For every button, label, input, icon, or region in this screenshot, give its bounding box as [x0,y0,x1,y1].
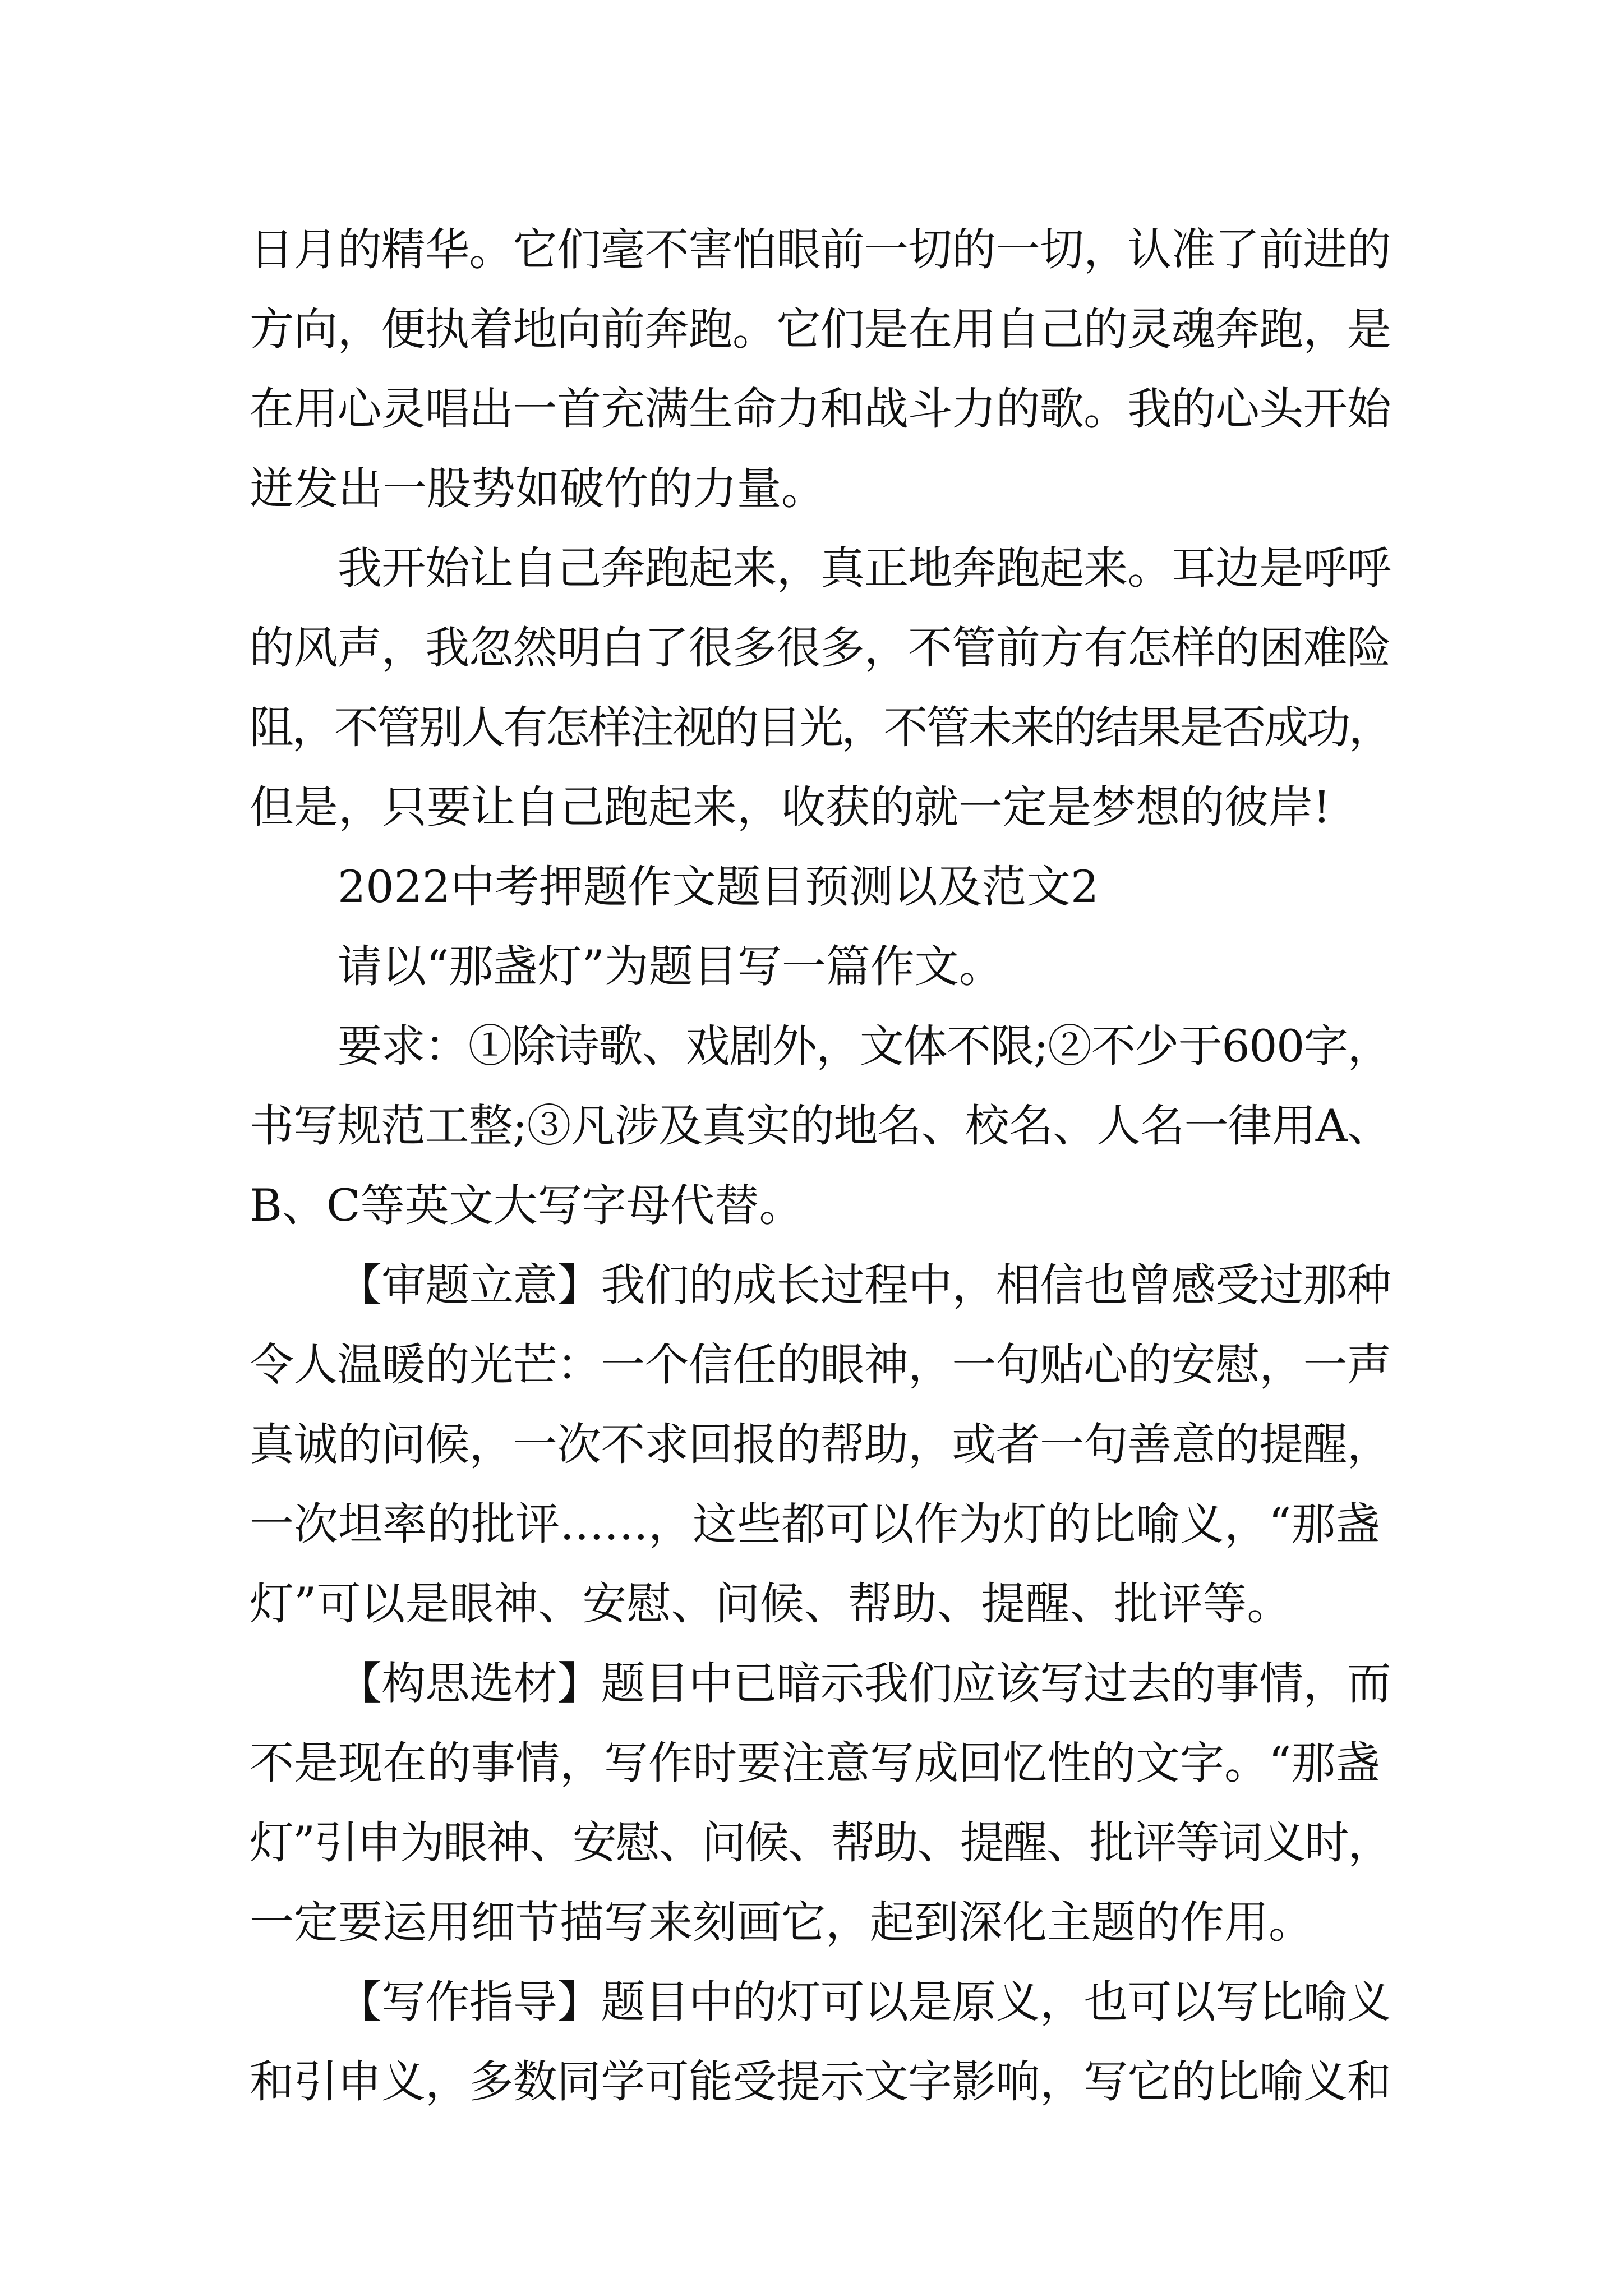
text-line: 一定要运用细节描写来刻画它，起到深化主题的作用。 [250,1897,1313,1948]
text-line: B、C等英文大写字母代替。 [250,1180,804,1231]
text-line: 一次坦率的批评……，这些都可以作为灯的比喻义，“那盏 [250,1498,1380,1550]
text-line: 书写规范工整;③凡涉及真实的地名、校名、人名一律用A、 [250,1100,1391,1152]
text-line: 【审题立意】我们的成长过程中，相信也曾感受过那种 [338,1259,1391,1311]
text-line: 的风声，我忽然明白了很多很多，不管前方有怎样的困难险 [250,622,1391,674]
text-line: 但是，只要让自己跑起来，收获的就一定是梦想的彼岸! [250,781,1331,833]
text-line: 在用心灵唱出一首充满生命力和战斗力的歌。我的心头开始 [250,383,1391,435]
text-line: 要求：①除诗歌、戏剧外，文体不限;②不少于600字， [338,1020,1391,1072]
section-heading: 2022中考押题作文题目预测以及范文2 [338,861,1099,913]
text-line: 令人温暖的光芒：一个信任的眼神，一句贴心的安慰，一声 [250,1339,1391,1391]
text-line: 灯”可以是眼神、安慰、问候、帮助、提醒、批评等。 [250,1578,1292,1630]
text-line: 请以“那盏灯”为题目写一篇作文。 [338,941,1003,992]
text-line: 日月的精华。它们毫不害怕眼前一切的一切，认准了前进的 [250,224,1391,275]
text-line: 【写作指导】题目中的灯可以是原义，也可以写比喻义 [338,1976,1391,2028]
text-line: 灯”引申为眼神、安慰、问候、帮助、提醒、批评等词义时， [250,1817,1391,1869]
text-line: 真诚的问候，一次不求回报的帮助，或者一句善意的提醒， [250,1419,1391,1470]
text-line: 我开始让自己奔跑起来，真正地奔跑起来。耳边是呼呼 [338,542,1391,594]
text-line: 阻，不管别人有怎样注视的目光，不管未来的结果是否成功， [250,702,1391,753]
text-line: 方向，便执着地向前奔跑。它们是在用自己的灵魂奔跑，是 [250,303,1391,355]
text-line: 和引申义，多数同学可能受提示文字影响，写它的比喻义和 [250,2056,1391,2108]
text-line: 不是现在的事情，写作时要注意写成回忆性的文字。“那盏 [250,1737,1380,1789]
text-line: 【构思选材】题目中已暗示我们应该写过去的事情，而 [338,1658,1391,1709]
text-line: 迸发出一股势如破竹的力量。 [250,463,826,514]
